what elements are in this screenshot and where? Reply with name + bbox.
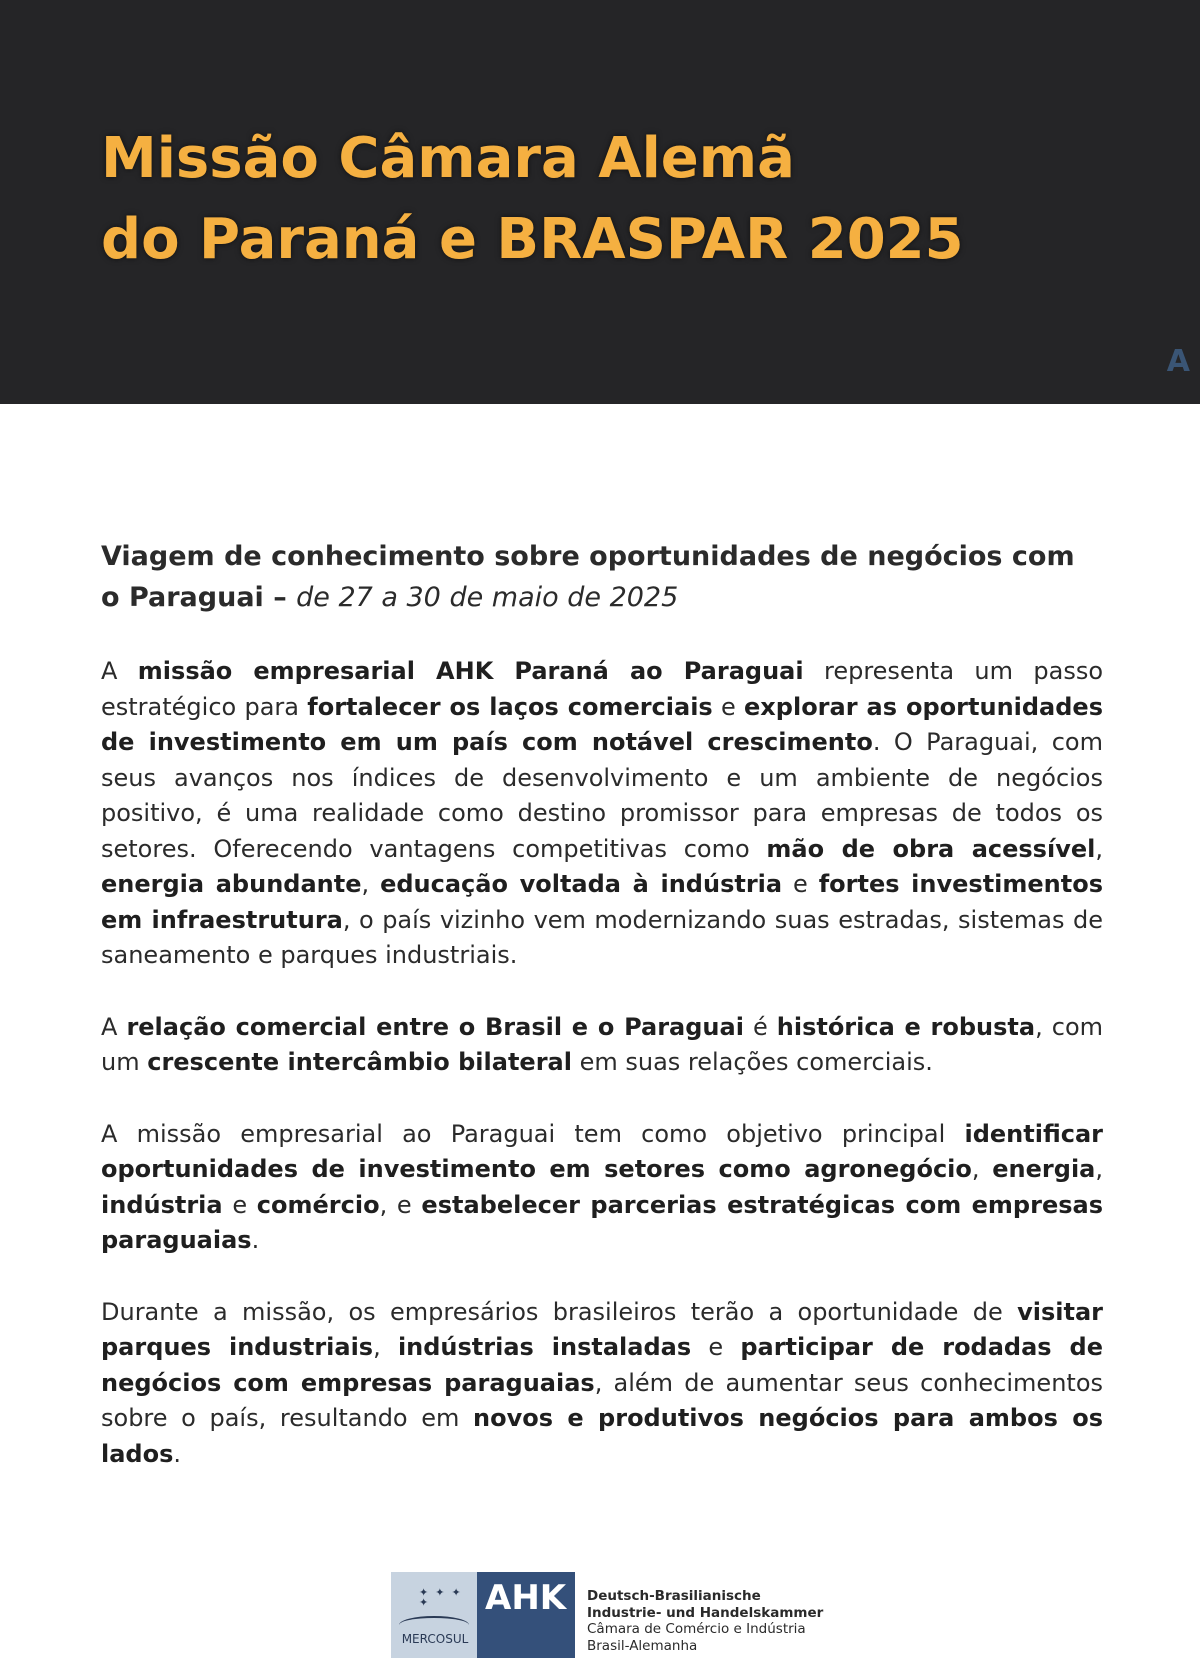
bold-text: comércio [256,1190,380,1219]
bold-text: crescente intercâmbio bilateral [147,1048,572,1076]
text: . [173,1439,182,1468]
bold-text: indústrias instaladas [397,1333,692,1361]
text: A [101,657,138,685]
subtitle-dash: – [263,582,297,613]
bold-text: histórica e robusta [776,1012,1036,1041]
text: , além de aumentar seus conhecimentos sobre o país, resultando em [101,1368,1104,1432]
text: , com um [101,1012,1104,1076]
bold-text: fortalecer os laços comerciais [307,692,713,721]
bold-text: relação comercial entre o Brasil e o Paraguai [126,1012,744,1041]
bold-text: novos e produtivos negócios para ambos os lados [101,1404,1103,1468]
text: e [782,870,819,898]
body-content [101,654,1103,1508]
paragraph-trade-relation [101,1010,1103,1081]
mercosul-logo [391,1572,477,1658]
header-banner [0,0,1200,404]
bold-text: energia [992,1155,1096,1183]
corner-mark: A [1166,344,1190,379]
page-title-line-2: do Paraná e BRASPAR 2025 [101,207,964,272]
bold-text: estabelecer parcerias estratégicas com empresas paraguaias [101,1190,1103,1254]
paragraph-mission-activities [101,1295,1103,1473]
text: , [361,870,381,898]
chamber-name [587,1588,827,1654]
bold-text: mão de obra acessível [766,834,1096,863]
text: e [222,1190,257,1219]
bold-text: educação voltada à indústria [380,870,783,898]
text: é [743,1012,777,1041]
ahk-logo [477,1572,575,1658]
text: e [712,692,745,721]
bold-text: explorar as oportunidades de investimento em um país com notável crescimento [101,692,1103,756]
ahk-label: AHK [485,1578,567,1618]
text: , o país vizinho vem modernizando suas estradas, sistemas de saneamento e parques industriais. [101,905,1103,969]
bold-text: energia abundante [101,870,362,898]
bold-text: missão empresarial AHK Paraná ao Paraguai [137,657,804,685]
stars-icon: ✦ ✦ ✦ ✦ [419,1587,463,1609]
text: . O Paraguai, com seus avanços nos índices de desenvolvimento e um ambiente de negócios positivo, é uma realidade como destino promissor para empresas de todos os setores. Oferecendo vantagens competitivas como [101,728,1103,863]
subtitle [101,536,1101,618]
text: , [971,1155,993,1183]
chamber-name-de-2: Industrie- und Handelskammer [587,1604,824,1621]
bold-text: visitar parques industriais [101,1297,1103,1361]
subtitle-date: de 27 a 30 de maio de 2025 [296,582,679,613]
text: . [251,1226,260,1254]
text: , [373,1333,398,1361]
paragraph-mission-objective [101,1117,1103,1259]
text: , [1095,834,1103,863]
text: representa um passo estratégico para [101,657,1104,721]
text: A missão empresarial ao Paraguai tem como objetivo principal [101,1119,965,1148]
chamber-name-pt-1: Câmara de Comércio e Indústria [587,1621,806,1637]
chamber-name-de-1: Deutsch-Brasilianische [587,1588,761,1604]
page-title-line-1: Missão Câmara Alemã [101,126,795,191]
text: , e [379,1190,422,1219]
text: , [1095,1155,1103,1183]
subtitle-main: Viagem de conhecimento sobre oportunidades de negócios com o Paraguai [101,541,1075,613]
text: Durante a missão, os empresários brasileiros terão a oportunidade de [101,1297,1018,1326]
text: em suas relações comerciais. [571,1048,933,1076]
paragraph-mission-intro [101,654,1103,974]
bold-text: participar de rodadas de negócios com empresas paraguaias [101,1333,1103,1397]
bold-text: indústria [101,1190,223,1219]
mercosul-label: MERCOSUL [401,1632,469,1646]
bold-text: identificar oportunidades de investimento em setores como agronegócio [101,1119,1103,1183]
text: e [691,1333,741,1361]
chamber-name-pt-2: Brasil-Alemanha [587,1637,698,1654]
page-title [101,118,964,280]
footer-logo [391,1572,824,1658]
text: A [101,1012,127,1041]
bold-text: fortes investimentos em infraestrutura [101,870,1104,934]
